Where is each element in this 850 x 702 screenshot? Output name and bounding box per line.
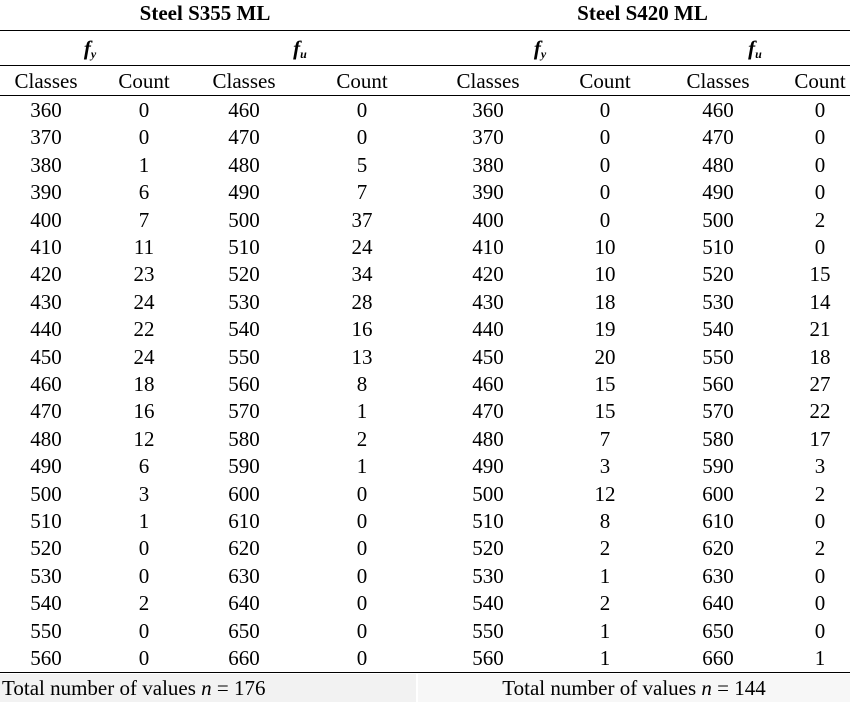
table-cell: 650 <box>228 618 260 643</box>
table-cell: 440 <box>30 317 62 342</box>
table-cell: 430 <box>30 289 62 314</box>
table-cell: 2 <box>356 426 368 451</box>
table-cell: 410 <box>472 235 504 259</box>
table-cell: 510 <box>702 235 734 259</box>
top-rule <box>0 30 850 31</box>
table-cell: 19 <box>594 317 616 342</box>
table-cell: 470 <box>30 399 62 424</box>
table-row <box>0 234 850 261</box>
table-cell: 360 <box>472 98 504 122</box>
table-cell: 0 <box>138 563 150 588</box>
column-header: Classes <box>212 69 276 93</box>
table-cell: 560 <box>30 646 62 670</box>
table-cell: 410 <box>30 235 62 259</box>
table-cell: 500 <box>472 481 504 506</box>
table-cell: 7 <box>599 426 611 451</box>
table-cell: 560 <box>228 372 260 396</box>
table-row <box>0 97 850 124</box>
table-cell: 0 <box>138 125 150 150</box>
table-cell: 570 <box>702 399 734 424</box>
table-cell: 550 <box>228 344 260 369</box>
table-row <box>0 481 850 508</box>
table-cell: 0 <box>814 591 826 616</box>
column-header: Count <box>336 69 388 93</box>
table-row <box>0 563 850 590</box>
table-cell: 8 <box>356 372 368 396</box>
table-cell: 6 <box>138 180 150 205</box>
table-cell: 480 <box>472 426 504 451</box>
table-cell: 18 <box>594 289 616 314</box>
table-cell: 490 <box>228 180 260 205</box>
fy-symbol-s420: $f_y$ <box>533 36 547 61</box>
column-header-row <box>0 68 850 95</box>
table-cell: 15 <box>594 372 616 396</box>
column-header: Count <box>118 69 170 93</box>
table-cell: 570 <box>228 399 260 424</box>
table-row <box>0 618 850 645</box>
table-cell: 28 <box>351 289 373 314</box>
table-row <box>0 508 850 535</box>
table-cell: 37 <box>351 207 373 232</box>
table-cell: 470 <box>702 125 734 150</box>
table-cell: 0 <box>356 509 368 533</box>
table-cell: 27 <box>809 372 831 396</box>
table-row <box>0 152 850 179</box>
table-cell: 1 <box>138 509 150 533</box>
table-row <box>0 371 850 398</box>
table-cell: 480 <box>228 152 260 177</box>
table-cell: 11 <box>133 235 155 259</box>
table-cell: 370 <box>472 125 504 150</box>
table-cell: 0 <box>599 98 611 122</box>
table-cell: 0 <box>356 591 368 616</box>
table-cell: 450 <box>30 344 62 369</box>
table-cell: 610 <box>228 509 260 533</box>
table-cell: 0 <box>356 98 368 122</box>
table-cell: 1 <box>599 618 611 643</box>
table-cell: 0 <box>356 618 368 643</box>
table-cell: 0 <box>356 646 368 670</box>
table-cell: 620 <box>702 536 734 561</box>
table-cell: 0 <box>599 180 611 205</box>
table-cell: 6 <box>138 454 150 479</box>
table-cell: 560 <box>472 646 504 670</box>
table-cell: 460 <box>228 98 260 122</box>
table-cell: 500 <box>702 207 734 232</box>
table-cell: 3 <box>814 454 826 479</box>
bottom-rule <box>0 672 850 673</box>
table-cell: 470 <box>228 125 260 150</box>
table-cell: 420 <box>472 262 504 287</box>
table-cell: 430 <box>472 289 504 314</box>
table-cell: 620 <box>228 536 260 561</box>
table-cell: 640 <box>702 591 734 616</box>
table-cell: 460 <box>702 98 734 122</box>
table-cell: 520 <box>702 262 734 287</box>
column-header: Count <box>794 69 846 93</box>
table-cell: 21 <box>809 317 831 342</box>
table-row <box>0 645 850 672</box>
column-header: Classes <box>456 69 520 93</box>
table-row <box>0 590 850 617</box>
table-cell: 550 <box>30 618 62 643</box>
table-cell: 13 <box>351 344 373 369</box>
table-cell: 490 <box>30 454 62 479</box>
group-title-s355: Steel S355 ML <box>139 1 271 25</box>
table-cell: 16 <box>133 399 155 424</box>
table-cell: 0 <box>138 618 150 643</box>
table-cell: 610 <box>702 509 734 533</box>
table-cell: 0 <box>599 207 611 232</box>
table-cell: 660 <box>228 646 260 670</box>
table-cell: 470 <box>472 399 504 424</box>
table-cell: 540 <box>228 317 260 342</box>
table-cell: 0 <box>356 125 368 150</box>
table-cell: 15 <box>594 399 616 424</box>
table-cell: 23 <box>133 262 155 287</box>
table-cell: 0 <box>814 152 826 177</box>
table-cell: 580 <box>228 426 260 451</box>
table-cell: 24 <box>133 289 155 314</box>
table-cell: 17 <box>809 426 831 451</box>
table-cell: 560 <box>702 372 734 396</box>
body-rule <box>0 95 850 96</box>
table-cell: 420 <box>30 262 62 287</box>
table-cell: 520 <box>472 536 504 561</box>
table-row <box>0 398 850 425</box>
table-cell: 600 <box>702 481 734 506</box>
table-cell: 1 <box>814 646 826 670</box>
table-cell: 460 <box>30 372 62 396</box>
table-cell: 510 <box>30 509 62 533</box>
table-cell: 8 <box>599 509 611 533</box>
table-cell: 590 <box>702 454 734 479</box>
table-row <box>0 289 850 316</box>
table-cell: 370 <box>30 125 62 150</box>
column-header: Count <box>579 69 631 93</box>
table-cell: 18 <box>133 372 155 396</box>
table-cell: 550 <box>472 618 504 643</box>
table-cell: 1 <box>138 152 150 177</box>
table-row <box>0 426 850 453</box>
table-cell: 0 <box>138 536 150 561</box>
total-s420: Total number of values n = 144 <box>418 674 850 702</box>
table-cell: 34 <box>351 262 373 287</box>
table-cell: 0 <box>814 563 826 588</box>
table-cell: 2 <box>814 207 826 232</box>
table-row <box>0 261 850 288</box>
table-cell: 0 <box>814 235 826 259</box>
table-cell: 0 <box>356 563 368 588</box>
table-cell: 0 <box>138 646 150 670</box>
table-cell: 24 <box>133 344 155 369</box>
table-cell: 0 <box>814 98 826 122</box>
table-cell: 1 <box>599 563 611 588</box>
table-cell: 660 <box>702 646 734 670</box>
table-cell: 390 <box>30 180 62 205</box>
table-cell: 590 <box>228 454 260 479</box>
table-cell: 22 <box>809 399 831 424</box>
table-cell: 400 <box>472 207 504 232</box>
header-rule <box>0 65 850 66</box>
fu-symbol-s355: $f_u$ <box>293 36 307 61</box>
table-cell: 640 <box>228 591 260 616</box>
table-row <box>0 316 850 343</box>
table-cell: 2 <box>599 591 611 616</box>
table-cell: 530 <box>702 289 734 314</box>
table-cell: 0 <box>138 98 150 122</box>
table-cell: 460 <box>472 372 504 396</box>
total-s355: Total number of values n = 176 <box>0 674 416 702</box>
group-title-row <box>0 0 850 28</box>
table-cell: 630 <box>228 563 260 588</box>
table-cell: 12 <box>594 481 616 506</box>
table-row <box>0 207 850 234</box>
table-cell: 2 <box>138 591 150 616</box>
table-cell: 0 <box>814 618 826 643</box>
table-cell: 540 <box>30 591 62 616</box>
table-cell: 10 <box>594 235 616 259</box>
table-row <box>0 344 850 371</box>
table-cell: 540 <box>472 591 504 616</box>
table-row <box>0 179 850 206</box>
symbol-row <box>0 34 850 62</box>
table-cell: 650 <box>702 618 734 643</box>
table-cell: 15 <box>809 262 831 287</box>
table-cell: 580 <box>702 426 734 451</box>
table-cell: 3 <box>138 481 150 506</box>
table-cell: 490 <box>472 454 504 479</box>
table-cell: 520 <box>30 536 62 561</box>
column-header: Classes <box>14 69 78 93</box>
table-cell: 450 <box>472 344 504 369</box>
table-row <box>0 453 850 480</box>
table-cell: 500 <box>30 481 62 506</box>
table-cell: 3 <box>599 454 611 479</box>
table-cell: 380 <box>30 152 62 177</box>
table-cell: 0 <box>599 125 611 150</box>
table-cell: 0 <box>356 481 368 506</box>
table-cell: 20 <box>594 344 616 369</box>
table-cell: 400 <box>30 207 62 232</box>
table-cell: 510 <box>472 509 504 533</box>
table-cell: 1 <box>599 646 611 670</box>
table-cell: 5 <box>356 152 368 177</box>
table-cell: 0 <box>814 180 826 205</box>
table-cell: 16 <box>351 317 373 342</box>
table-row <box>0 535 850 562</box>
table-cell: 440 <box>472 317 504 342</box>
table-cell: 630 <box>702 563 734 588</box>
table-cell: 510 <box>228 235 260 259</box>
table-cell: 1 <box>356 454 368 479</box>
fu-symbol-s420: $f_u$ <box>748 36 762 61</box>
table-cell: 7 <box>138 207 150 232</box>
table-cell: 600 <box>228 481 260 506</box>
table-cell: 380 <box>472 152 504 177</box>
table-cell: 490 <box>702 180 734 205</box>
table-cell: 540 <box>702 317 734 342</box>
table-cell: 0 <box>814 125 826 150</box>
table-row <box>0 124 850 151</box>
table-cell: 14 <box>809 289 831 314</box>
table-cell: 520 <box>228 262 260 287</box>
table-cell: 2 <box>814 536 826 561</box>
table-cell: 1 <box>356 399 368 424</box>
table-cell: 0 <box>599 152 611 177</box>
table-cell: 530 <box>30 563 62 588</box>
table-cell: 530 <box>228 289 260 314</box>
table-cell: 2 <box>814 481 826 506</box>
table-cell: 480 <box>30 426 62 451</box>
table-cell: 18 <box>809 344 831 369</box>
table-cell: 530 <box>472 563 504 588</box>
table-cell: 500 <box>228 207 260 232</box>
table-cell: 22 <box>133 317 155 342</box>
column-header: Classes <box>686 69 750 93</box>
table-cell: 360 <box>30 98 62 122</box>
fy-symbol-s355: $f_y$ <box>83 36 97 61</box>
table-cell: 12 <box>133 426 155 451</box>
table-cell: 390 <box>472 180 504 205</box>
table-cell: 550 <box>702 344 734 369</box>
table-cell: 10 <box>594 262 616 287</box>
group-title-s420: Steel S420 ML <box>577 1 708 25</box>
table-cell: 0 <box>814 509 826 533</box>
table-cell: 0 <box>356 536 368 561</box>
table-cell: 7 <box>356 180 368 205</box>
table-cell: 480 <box>702 152 734 177</box>
table-cell: 24 <box>351 235 373 259</box>
table-cell: 2 <box>599 536 611 561</box>
